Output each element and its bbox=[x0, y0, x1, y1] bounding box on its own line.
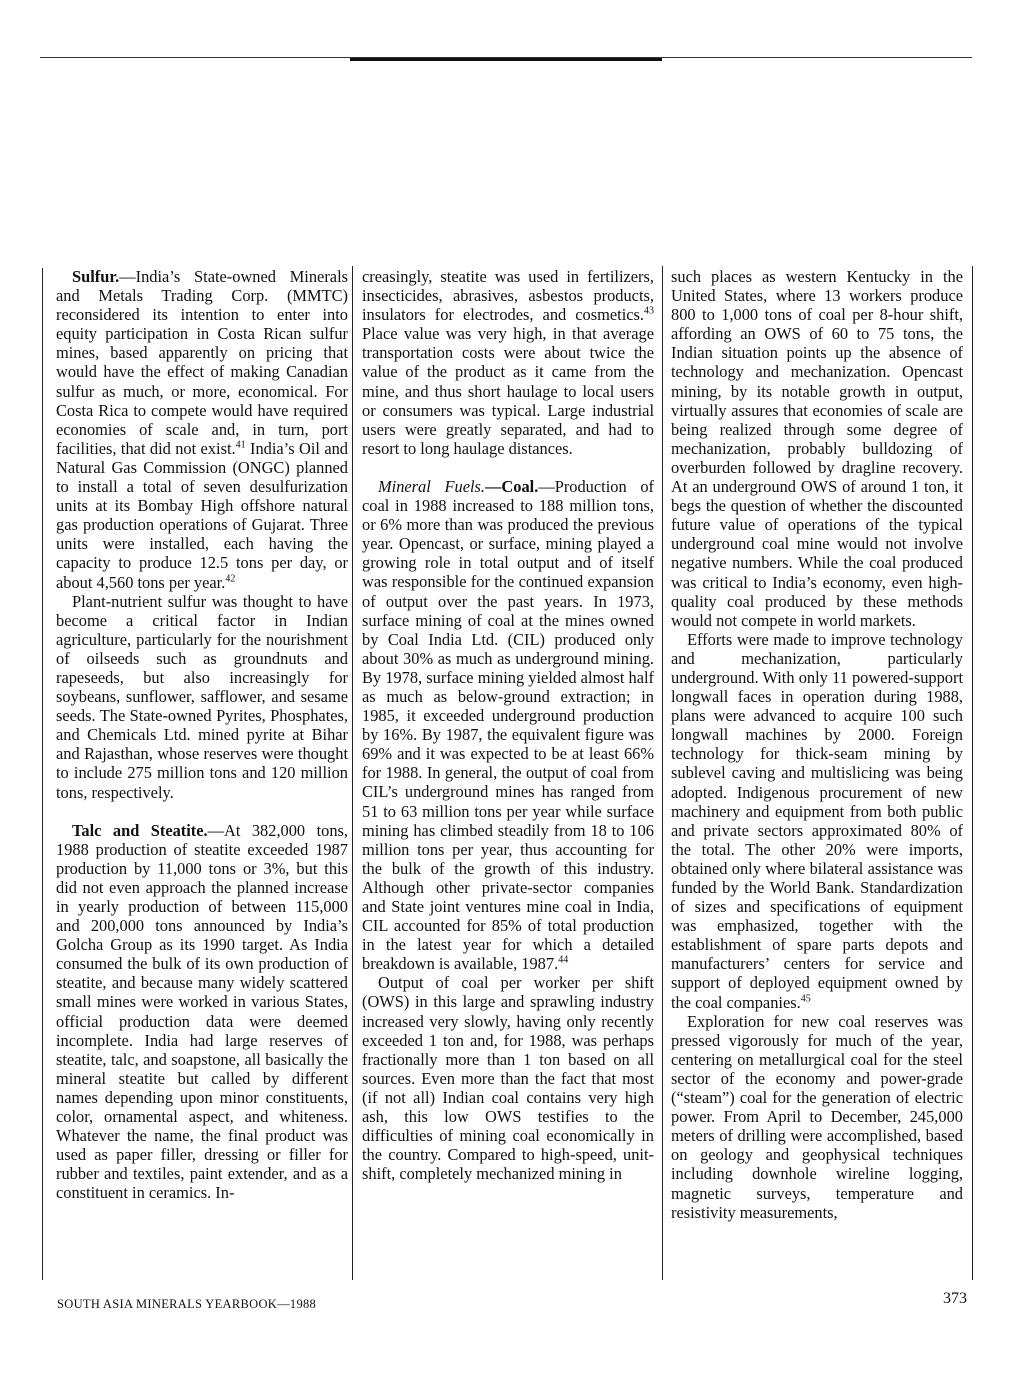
paragraph-text: creasingly, steatite was used in fertilizers, insecticides, abrasives, asbestos products, insulators for electrodes, and cosmetics. bbox=[362, 267, 654, 325]
text-column-1 bbox=[56, 267, 348, 1203]
header-rule-accent bbox=[350, 58, 662, 61]
paragraph-text: Place value was very high, in that average transportation costs were about twice the value of the product as it came from the mine, and thus short haulage to local users or consumers was typical. Large industrial users were greatly separated, and had to resort to long haulage distances. bbox=[362, 324, 654, 458]
section-heading-mineral-fuels: Mineral Fuels. bbox=[378, 476, 486, 496]
paragraph-kentucky: such places as western Kentucky in the United States, where 13 workers produce 800 to 1,000 tons of coal per 8-hour shift, affording an OWS of 60 to 75 tons, the Indian situation points up the absence of technology and mechanization. Opencast mining, by its notable growth in output, virtually assures that economies of scale are being realized through some degree of mechanization, probably bulldozing of overburden followed by dragline recovery. At an underground OWS of around 1 ton, it begs the question of whether the discounted future value of operations of the typical underground coal mine would not involve negative numbers. While the coal produced was critical to India’s economy, even high-quality coal produced by these methods would not compete in world markets. bbox=[671, 267, 963, 630]
paragraph-steatite-cont bbox=[362, 267, 654, 458]
column-divider bbox=[42, 268, 43, 1280]
footnote-ref: 41 bbox=[235, 439, 246, 451]
footnote-ref: 44 bbox=[558, 954, 569, 966]
footnote-ref: 43 bbox=[644, 305, 654, 317]
paragraph-text: —Production of coal in 1988 increased to 188 million tons, or 6% more than was produced the previous year. Opencast, or surface, mining played a growing role in total output and of itself was responsible for the continued expansion of output over the past years. In 1973, surface mining of coal at the mines owned by Coal India Ltd. (CIL) produced only about 30% as much as underground mining. By 1978, surface mining yielded almost half as much as below-ground extraction; in 1985, it exceeded underground production by 16%. By 1987, the equivalent figure was 69% and it was expected to be at least 66% for 1988. In general, the output of coal from CIL’s underground mines has ranged from 51 to 63 million tons per year while surface mining has climbed steadily from 18 to 106 million tons per year, thus accounting for the bulk of the growth of this industry. Although other private-sector companies and State joint ventures mine coal in India, CIL accounted for 85% of total production in the latest year for which a detailed breakdown is available, 1987. bbox=[362, 476, 654, 974]
paragraph-sulfur bbox=[56, 267, 348, 592]
column-divider bbox=[662, 266, 663, 1280]
text-column-3 bbox=[671, 267, 963, 1222]
paragraph-text: Efforts were made to improve technology and mechanization, particularly underground. With only 11 powered-support longwall faces in operation during 1988, plans were advanced to acquire 100 such longwall machines by 2000. Foreign technology for thick-seam mining by sublevel caving and multislicing was being adopted. Indigenous procurement of new machinery and equipment from both public and private sectors approximated 80% of the total. The other 20% were imports, obtained only where bilateral assistance was funded by the World Bank. Standardization of sizes and specifications of equipment was emphasized, together with the establishment of spare parts depots and manufacturers’ centers for service and support of deployed equipment owned by the coal companies. bbox=[671, 629, 963, 1012]
paragraph-text: —At 382,000 tons, 1988 production of steatite exceeded 1987 production by 11,000 tons or 3%, but this did not even approach the planned increase in yearly production of between 115,000 and 200,000 tons announced by India’s Golcha Group as its 1990 target. As India consumed the bulk of its own production of steatite, and because many widely scattered small mines were worked in various States, official production data were deemed incomplete. India had large reserves of steatite, talc, and soapstone, all basically the mineral steatite but called by different names depending upon minor constituents, color, ornamental aspect, and whiteness. Whatever the name, the final product was used as paper filler, dressing or filler for rubber and textiles, paint extender, and as a constituent in ceramics. In- bbox=[56, 820, 348, 1203]
paragraph-plant-nutrient: Plant-nutrient sulfur was thought to have become a critical factor in Indian agriculture, particularly for the nourishment of oilseeds such as groundnuts and rapeseeds, but also increasingly for soybeans, sunflower, safflower, and sesame seeds. The State-owned Pyrites, Phosphates, and Chemicals Ltd. mined pyrite at Bihar and Rajasthan, whose reserves were thought to include 275 million tons and 120 million tons, respectively. bbox=[56, 591, 348, 802]
page-number: 373 bbox=[943, 1290, 967, 1307]
section-heading-talc: Talc and Steatite. bbox=[72, 820, 208, 840]
paragraph-ows: Output of coal per worker per shift (OWS) in this large and sprawling industry increased very slowly, having only recently exceeded 1 ton and, for 1988, was perhaps fractionally more than 1 ton based on all sources. Even more than the fact that most (if not all) Indian coal contains very high ash, this low OWS testifies to the difficulties of mining coal economically in the country. Compared to high-speed, unit-shift, completely mechanized mining in bbox=[362, 973, 654, 1184]
paragraph-text: —India’s State-owned Minerals and Metals Trading Corp. (MMTC) reconsidered its intention to enter into equity participation in Costa Rican sulfur mines, based apparently on pricing that would have the effect of making Canadian sulfur as much, or more, economical. For Costa Rica to compete would have required economies of scale and, in turn, port facilities, that did not exist. bbox=[56, 267, 348, 458]
column-divider bbox=[972, 266, 973, 1280]
paragraph-exploration: Exploration for new coal reserves was pressed vigorously for much of the year, centering on metallurgical coal for the steel sector of the economy and power-grade (“steam”) coal for the generation of electric power. From April to December, 245,000 meters of drilling were accomplished, based on geology and geophysical techniques including downhole wireline logging, magnetic surveys, temperature and resistivity measurements, bbox=[671, 1011, 963, 1222]
section-heading-sulfur: Sulfur. bbox=[72, 267, 120, 286]
paragraph-text: India’s Oil and Natural Gas Commission (ONGC) planned to install a total of seven desulfurization units at its Bombay High offshore natural gas production operations of Gujarat. Three units were installed, each having the capacity to produce 12.5 tons per day, or about 4,560 tons per year. bbox=[56, 438, 348, 592]
paragraph-coal bbox=[362, 477, 654, 973]
footnote-ref: 45 bbox=[800, 993, 811, 1005]
column-divider bbox=[352, 266, 353, 1280]
section-heading-coal: —Coal. bbox=[485, 476, 539, 496]
paragraph-technology bbox=[671, 630, 963, 1012]
running-footer-title: SOUTH ASIA MINERALS YEARBOOK—1988 bbox=[57, 1297, 317, 1311]
text-column-2 bbox=[362, 267, 654, 1183]
footnote-ref: 42 bbox=[225, 573, 236, 585]
paragraph-talc bbox=[56, 821, 348, 1203]
